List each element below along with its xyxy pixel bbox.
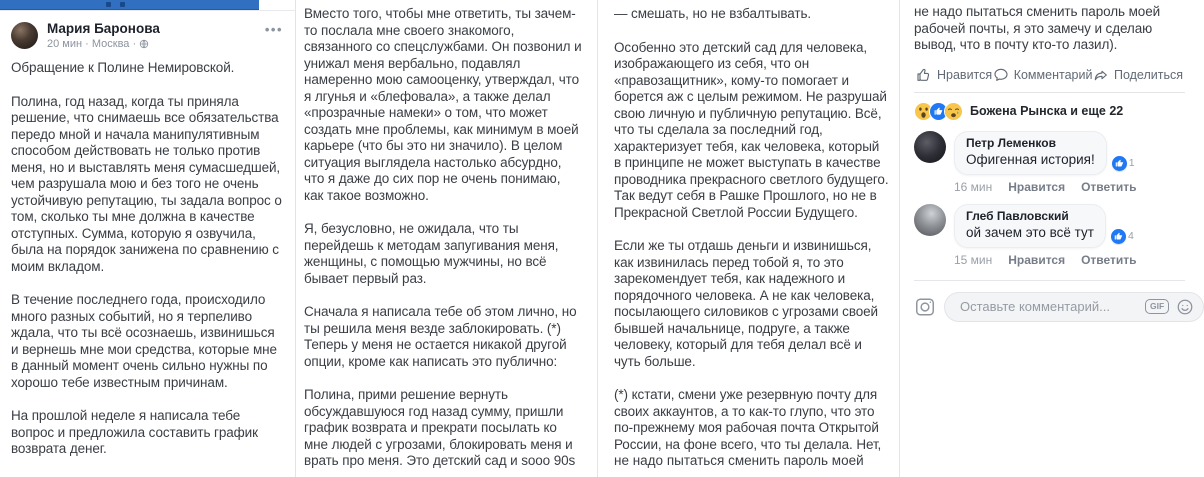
comment-like-count: 1: [1128, 157, 1135, 169]
comment-main: [954, 204, 1134, 248]
commenter-avatar[interactable]: [914, 204, 946, 236]
post-paragraph: Полина, прими решение вернуть обсуждавшуюся год назад сумму, пришли график возврата и прекрати посылать ко мне людей с угрозами, блокировать меня и врать про меня. Это детский сад и sooo 90s: [304, 387, 576, 468]
post-paragraph: Полина, год назад, когда ты приняла решение, что снимаешь все обязательства передо мной и начала манипулятивным способом действовать не только против меня, но и выставлять меня сумасшедшей, чем разрушала мою и без того не очень устойчивую репутацию, ты задала вопрос о том, сколько ты мне должна в качестве отступных. Сумма, которую я озвучила, была на порядок занижена по сравнению с моим вкладом.: [11, 93, 282, 274]
share-button[interactable]: [1093, 67, 1183, 83]
author-block: [47, 21, 160, 50]
status-bar-artifact: [106, 2, 111, 7]
reaction-icons[interactable]: [914, 102, 963, 121]
gif-button[interactable]: GIF: [1145, 299, 1169, 314]
comment-bubble: [954, 204, 1106, 248]
comment-like-link[interactable]: Нравится: [1008, 252, 1066, 267]
divider: [0, 10, 295, 11]
post-column-3: [598, 0, 900, 477]
post-column-2: [296, 0, 598, 477]
camera-icon[interactable]: [914, 296, 936, 318]
post-paragraph: Сначала я написала тебе об этом лично, но ты решила меня везде заблокировать. (*) Теперь у меня не остается никакой другой опции, кроме как написать это публично:: [304, 304, 577, 369]
post-paragraph: В течение последнего года, происходило много разных событий, но я терпеливо ждала, что ты всё осознаешь, извинишься и вернешь мне мои средства, которые мне в данный момент очень сильно нужны по хорошо тебе известным причинам.: [11, 292, 277, 390]
comment-like-count: 4: [1127, 230, 1134, 242]
comment-like-badge[interactable]: [1111, 229, 1134, 244]
post-paragraph: Особенно это детский сад для человека, изображающего из себя, что он «правозащитник», кому-то помогает и борется аж с целым режимом. Не разрушай свою личную и публичную репутацию. Всё, что ты сделала за последний год, характеризует тебя, как человека, который в принципе не может выступать в качестве проводника прекрасного светлого будущего. Так ведут себя в Рашке Прошлого, но не в Прекрасной Светлой России Будущего.: [614, 39, 889, 220]
comment-text: Офигенная история!: [966, 151, 1095, 167]
post-header: [0, 13, 295, 56]
globe-icon: [139, 39, 149, 49]
post-paragraph: Если же ты отдашь деньги и извинишься, как извинилась перед тобой я, то это зарекомендует тебя, как надежного и порядочного человека. А не как человека, посылающего силовиков с угрозами своей бывшей начальнице, подруге, а также человеку, который для тебя делал всё и чуть больше.: [614, 238, 878, 369]
comment-input-pill: [944, 292, 1204, 322]
author-avatar[interactable]: [11, 22, 38, 49]
share-button-label: Поделиться: [1113, 67, 1183, 82]
thumb-up-badge-icon: [1111, 229, 1126, 244]
comment-text: ой зачем это всё тут: [966, 224, 1094, 240]
cry-reaction-icon: [944, 102, 963, 121]
post-paragraph-cutoff: не надо пытаться сменить пароль моей: [614, 453, 864, 468]
app-header-bar: [0, 0, 259, 10]
post-paragraph: — смешать, но не взбалтывать.: [614, 6, 812, 21]
reaction-row: [914, 102, 1185, 121]
post-paragraph: Обращение к Полине Немировской.: [11, 60, 235, 75]
post-meta: [47, 38, 160, 50]
comment-button-label: Комментарий: [1013, 67, 1093, 82]
thumb-up-badge-icon: [1112, 156, 1127, 171]
like-button-label: Нравится: [937, 67, 993, 82]
comment-meta-row: [954, 180, 1185, 194]
comment-reply-link[interactable]: Ответить: [1081, 252, 1137, 267]
post-column-4: [900, 0, 1199, 477]
post-column-1: [0, 0, 296, 477]
comment-bubble: [954, 131, 1107, 175]
comment-reply-link[interactable]: Ответить: [1081, 179, 1137, 194]
post-paragraph: Вместо того, чтобы мне ответить, ты зачем-то послала мне своего знакомого, связанного со спецслужбами. Он позвонил и унижал меня вербально, подавлял намеренно мою самооценку, утверждал, что я лгунья и «блефовала», а также делал «прозрачные намеки» о том, что может создать мне проблемы, как минимум в моей карьере (что бы это ни значило). В целом ситуация выглядела настолько абсурдно, что я даже до сих пор не очень понимаю, как такое возможно.: [304, 6, 582, 203]
comment-like-badge[interactable]: [1112, 156, 1135, 171]
smiley-icon[interactable]: [1176, 298, 1194, 316]
comment-timestamp: 16 мин: [954, 179, 993, 194]
comment-meta-row: [954, 253, 1185, 267]
comment-input[interactable]: [958, 298, 1138, 315]
post-text-col1: [0, 56, 295, 458]
author-name[interactable]: Мария Баронова: [47, 21, 160, 36]
post-paragraph: не надо пытаться сменить пароль моей рабочей почты, я это замечу и сделаю вывод, что в почту кто-то лазил).: [914, 4, 1161, 52]
action-bar: [914, 60, 1185, 93]
thumb-up-icon: [916, 67, 932, 83]
post-paragraph: (*) кстати, смени уже резервную почту для своих аккаунтов, а то как-то глупо, что это по-прежнему моя рабочая почта Открытой России, на фоне всего, что ты делала. Нет,: [614, 387, 882, 452]
post-menu-icon[interactable]: •••: [264, 22, 283, 37]
comment-like-link[interactable]: Нравится: [1008, 179, 1066, 194]
comment-timestamp: 15 мин: [954, 252, 993, 267]
commenter-name[interactable]: Петр Леменков: [966, 135, 1056, 150]
status-bar-artifact: [120, 2, 125, 7]
comment-row: [914, 131, 1185, 175]
comment-bubble-icon: [993, 67, 1009, 83]
post-meta-text: 20 мин · Москва ·: [47, 38, 137, 50]
like-button[interactable]: [916, 67, 992, 83]
share-arrow-icon: [1093, 67, 1109, 83]
comment-row: [914, 204, 1185, 248]
comment-composer: [914, 280, 1185, 322]
commenter-avatar[interactable]: [914, 131, 946, 163]
comment-button[interactable]: [993, 67, 1093, 83]
post-paragraph: Я, безусловно, не ожидала, что ты перейдешь к методам запугивания меня, женщины, с помощью мужчины, но всё бывает первый раз.: [304, 221, 559, 286]
comment-main: [954, 131, 1135, 175]
commenter-name[interactable]: Глеб Павловский: [966, 208, 1069, 223]
post-paragraph: На прошлой неделе я написала тебе вопрос и предложила составить график возврата денег.: [11, 408, 258, 456]
reaction-summary[interactable]: Божена Рынска и еще 22: [970, 104, 1124, 118]
